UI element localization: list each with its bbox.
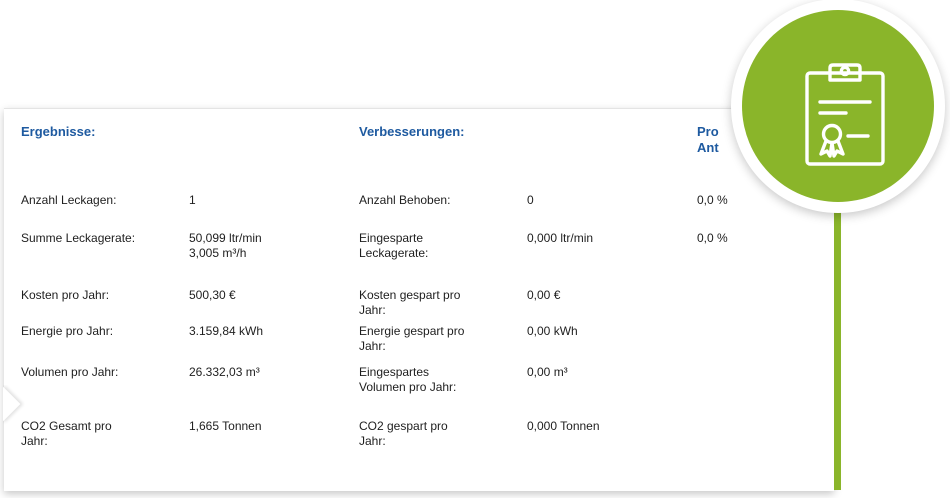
value-leak-count: 1 <box>189 193 196 207</box>
value-energy-saved: 0,00 kWh <box>527 324 578 338</box>
label-leak-rate: Summe Leckagerate: <box>21 231 136 245</box>
value-percent-leak-rate: 0,0 % <box>697 231 728 245</box>
value-volume-per-year: 26.332,03 m³ <box>189 365 260 379</box>
results-header: Ergebnisse: <box>21 124 96 139</box>
label-leak-count: Anzahl Leckagen: <box>21 193 117 207</box>
percentage-header: Pro Ant <box>697 124 719 155</box>
label-co2-saved: CO2 gespart pro Jahr: <box>359 419 448 448</box>
value-saved-leak-rate: 0,000 ltr/min <box>527 231 594 245</box>
value-fixed-count: 0 <box>527 193 534 207</box>
label-volume-saved: Eingespartes Volumen pro Jahr: <box>359 365 457 394</box>
label-fixed-count: Anzahl Behoben: <box>359 193 451 207</box>
label-co2-total: CO2 Gesamt pro Jahr: <box>21 419 112 448</box>
value-co2-saved: 0,000 Tonnen <box>527 419 600 433</box>
badge-circle <box>731 0 945 213</box>
improvements-header: Verbesserungen: <box>359 124 465 139</box>
value-cost-per-year: 500,30 € <box>189 288 236 302</box>
value-leak-rate: 50,099 ltr/min 3,005 m³/h <box>189 231 262 260</box>
label-saved-leak-rate: Eingesparte Leckagerate: <box>359 231 429 260</box>
label-energy-saved: Energie gespart pro Jahr: <box>359 324 465 353</box>
label-cost-saved: Kosten gespart pro Jahr: <box>359 288 461 317</box>
clipboard-certificate-icon <box>802 58 888 168</box>
label-cost-per-year: Kosten pro Jahr: <box>21 288 110 302</box>
value-co2-total: 1,665 Tonnen <box>189 419 262 433</box>
badge-circle-inner <box>742 10 934 202</box>
value-cost-saved: 0,00 € <box>527 288 561 302</box>
label-energy-per-year: Energie pro Jahr: <box>21 324 114 338</box>
value-percent-fixed: 0,0 % <box>697 193 728 207</box>
results-card <box>4 108 834 491</box>
value-volume-saved: 0,00 m³ <box>527 365 568 379</box>
label-volume-per-year: Volumen pro Jahr: <box>21 365 119 379</box>
value-energy-per-year: 3.159,84 kWh <box>189 324 264 338</box>
